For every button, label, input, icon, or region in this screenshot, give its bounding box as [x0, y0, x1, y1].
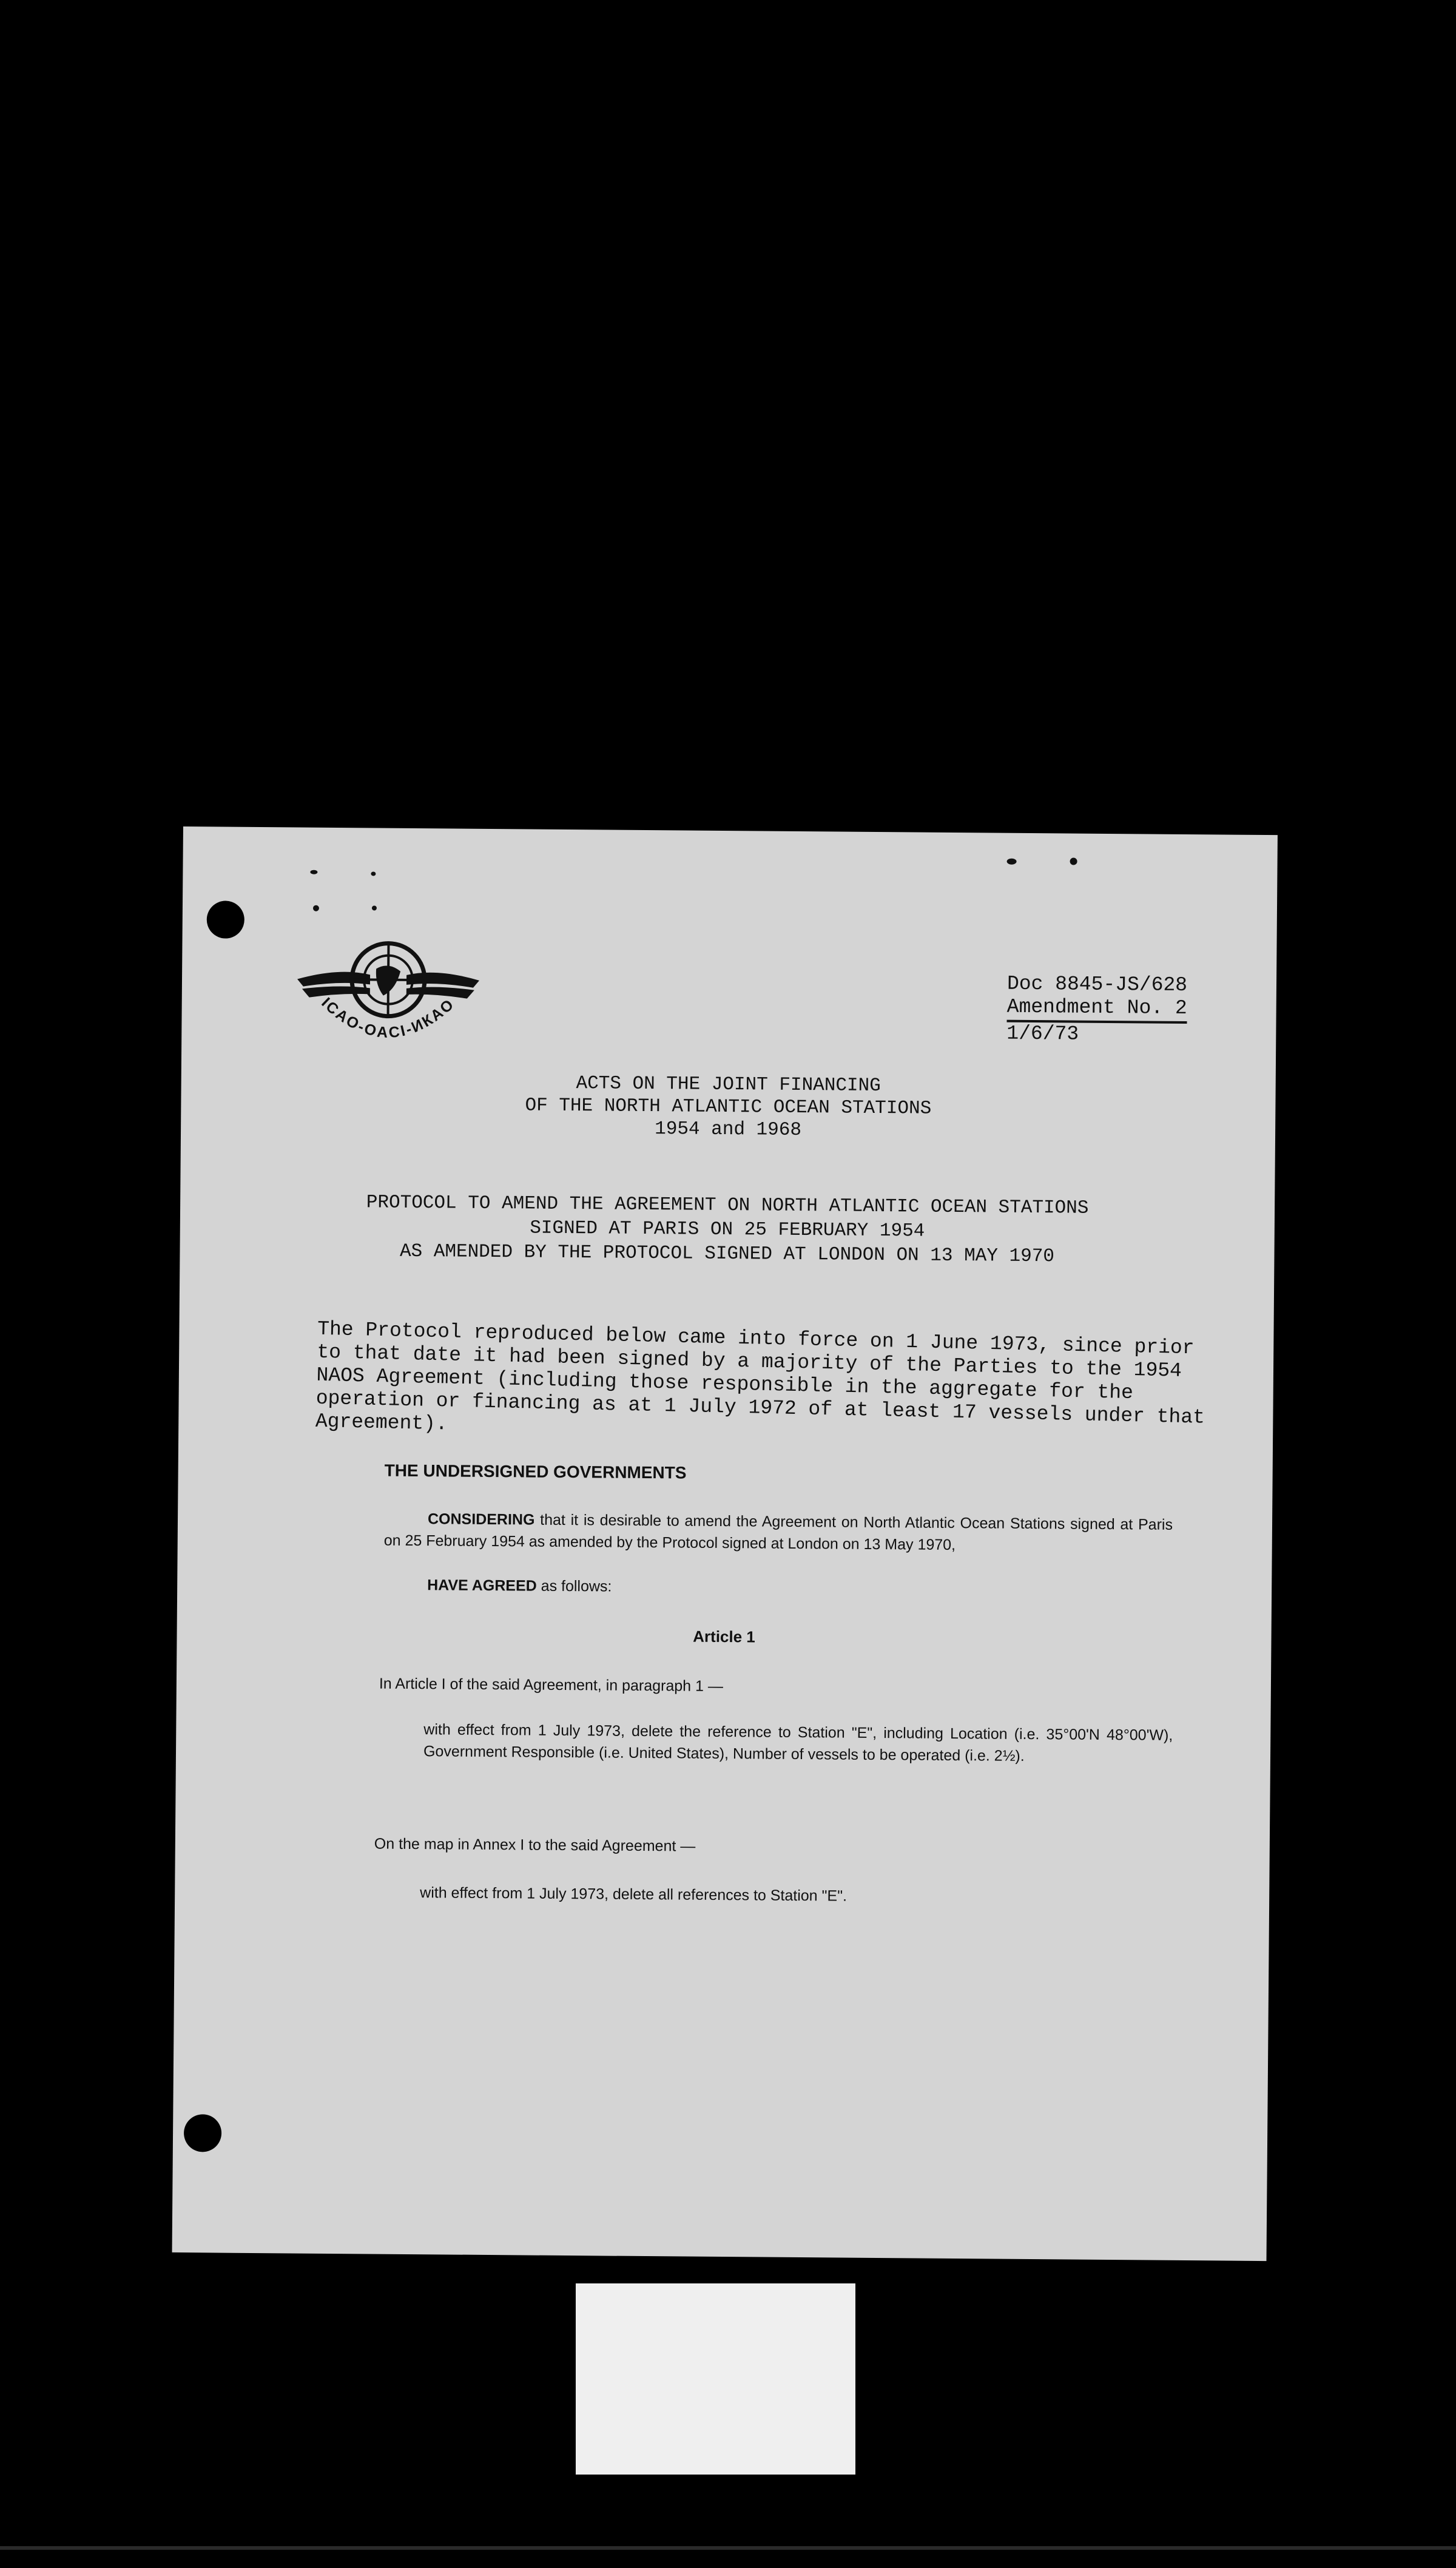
punch-hole-top [207, 900, 244, 938]
effect-paragraph-1: with effect from 1 July 1973, delete the reference to Station "E", including Location (i.e. 35°00'N 48°00'W), Government Responsible (i.e. United States), Number of vessels to be operated (i.e. 2½). [423, 1721, 1173, 1765]
agreed-lead: HAVE AGREED [427, 1576, 537, 1595]
protocol-heading [180, 1189, 1275, 1271]
effect-paragraph-2: with effect from 1 July 1973, delete all references to Station "E". [420, 1884, 848, 1905]
agreed-paragraph [427, 1574, 612, 1597]
scan-edge [0, 2546, 1456, 2550]
protocol-line: AS AMENDED BY THE PROTOCOL SIGNED AT LONDON ON 13 MAY 1970 [399, 1240, 1055, 1268]
considering-text: that it is desirable to amend the Agreement on North Atlantic Ocean Stations signed at Paris on 25 February 1954 as amended by the Protocol signed at London on 13 May 1970, [383, 1511, 1173, 1554]
protocol-line: SIGNED AT PARIS ON 25 FEBRUARY 1954 [530, 1217, 925, 1242]
article-i-paragraph: In Article I of the said Agreement, in paragraph 1 — [379, 1675, 724, 1695]
speck [313, 905, 319, 911]
blank-card [576, 2283, 855, 2475]
speck [372, 905, 377, 910]
speck [1007, 859, 1017, 865]
undersigned-heading: THE UNDERSIGNED GOVERNMENTS [384, 1461, 687, 1482]
title-line: ACTS ON THE JOINT FINANCING [576, 1073, 881, 1097]
doc-number: Doc 8845-JS/628 [1006, 972, 1188, 997]
doc-date: 1/6/73 [1006, 1022, 1079, 1046]
map-annex-paragraph: On the map in Annex I to the said Agreement — [374, 1835, 696, 1855]
considering-paragraph [384, 1508, 1173, 1558]
document-page [172, 826, 1278, 2261]
document-reference [1006, 973, 1187, 1047]
intro-paragraph: The Protocol reproduced below came into force on 1 June 1973, since prior to that date it had been signed by a majority of the Parties to the 1954 NAOS Agreement (including those responsible in the aggregate for the operation or financing as at 1 July 1972 of at least 17 vessels under that Agreement). [315, 1317, 1205, 1436]
considering-lead: CONSIDERING [427, 1510, 535, 1529]
punch-hole-bottom [184, 2114, 221, 2152]
title-line: OF THE NORTH ATLANTIC OCEAN STATIONS [525, 1095, 932, 1120]
logo-caption: ICAO-OACI-ИКАО [318, 994, 459, 1042]
speck [1070, 857, 1077, 865]
agreed-text: as follows: [541, 1577, 612, 1595]
amendment-number: Amendment No. 2 [1007, 996, 1187, 1024]
title-line: 1954 and 1968 [655, 1118, 802, 1141]
icao-logo-icon [285, 930, 492, 1066]
article-title: Article 1 [693, 1627, 755, 1646]
document-title [181, 1069, 1276, 1145]
speck [310, 870, 317, 874]
speck [371, 871, 376, 876]
protocol-line: PROTOCOL TO AMEND THE AGREEMENT ON NORTH ATLANTIC OCEAN STATIONS [366, 1192, 1089, 1219]
